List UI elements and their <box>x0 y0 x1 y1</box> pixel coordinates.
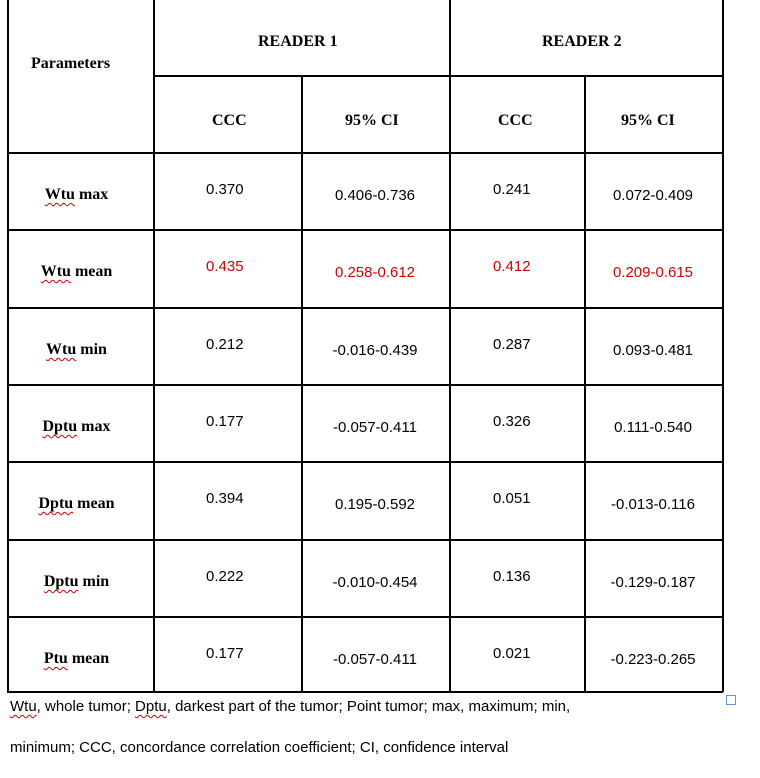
parameter-abbrev: Wtu <box>44 186 75 203</box>
reader2-ccc: 0.287 <box>493 336 531 353</box>
reader1-header: READER 1 <box>258 33 338 50</box>
parameter-stat: mean <box>71 650 110 667</box>
table-border-bottom <box>7 691 723 693</box>
table-selection-handle[interactable] <box>726 695 736 705</box>
parameter-abbrev: Dptu <box>43 573 79 590</box>
row-divider <box>7 616 723 618</box>
reader2-ci: 0.209-0.615 <box>612 264 694 281</box>
footnote-text: , whole tumor; <box>36 698 136 715</box>
reader1-ccc: 0.177 <box>206 413 244 430</box>
parameters-header: Parameters <box>31 55 111 72</box>
reader1-ci: -0.010-0.454 <box>332 574 418 591</box>
parameter-label <box>0 419 153 435</box>
parameter-stat: min <box>82 573 110 590</box>
reader1-ccc: 0.222 <box>206 568 244 585</box>
row-divider <box>7 229 723 231</box>
reader1-ci: 0.258-0.612 <box>334 264 416 281</box>
parameter-abbrev: Dptu <box>42 418 78 435</box>
parameter-stat: max <box>78 186 109 203</box>
parameter-label <box>0 574 153 590</box>
reader2-header: READER 2 <box>542 33 622 50</box>
footnote-text: , darkest part of the tumor; Point tumor; max, maximum; min, <box>166 698 571 715</box>
parameter-label <box>0 651 153 667</box>
parameter-abbrev: Dptu <box>38 495 74 512</box>
parameter-label <box>0 187 153 203</box>
ci-header-r1: 95% CI <box>345 112 399 129</box>
row-divider <box>7 539 723 541</box>
reader2-ccc: 0.241 <box>493 181 531 198</box>
reader2-ci: 0.111-0.540 <box>614 419 692 436</box>
parameter-stat: min <box>80 341 107 358</box>
parameter-abbrev: Wtu <box>46 341 77 358</box>
row-divider <box>7 461 723 463</box>
reader2-ci: 0.072-0.409 <box>612 187 694 204</box>
abbrev-dptu: Dptu <box>135 698 167 715</box>
reader2-ccc: 0.021 <box>493 645 531 662</box>
reader2-ci: 0.093-0.481 <box>612 342 694 359</box>
footnote-line-1 <box>10 699 570 714</box>
reader1-ccc: 0.212 <box>206 336 244 353</box>
table-border-col3 <box>449 0 451 692</box>
reader2-ccc: 0.136 <box>493 568 531 585</box>
table-border-col1 <box>153 0 155 692</box>
reader2-ci: -0.129-0.187 <box>610 574 696 591</box>
parameter-label <box>0 264 153 280</box>
footnote-line-2: minimum; CCC, concordance correlation coefficient; CI, confidence interval <box>10 739 509 756</box>
row-divider <box>7 384 723 386</box>
ccc-header-r2: CCC <box>498 112 533 129</box>
ci-header-r2: 95% CI <box>621 112 675 129</box>
abbrev-wtu: Wtu <box>10 698 37 715</box>
row-divider <box>7 307 723 309</box>
reader1-ccc: 0.394 <box>206 490 244 507</box>
reader2-ccc: 0.326 <box>493 413 531 430</box>
reader1-ccc: 0.370 <box>206 181 244 198</box>
table-border-right <box>722 0 724 692</box>
reader1-ci: 0.406-0.736 <box>334 187 416 204</box>
table-border-sub <box>153 75 723 77</box>
reader1-ci: -0.057-0.411 <box>333 419 417 436</box>
parameter-abbrev: Wtu <box>40 263 71 280</box>
row-divider <box>7 152 723 154</box>
reader1-ci: 0.195-0.592 <box>334 496 416 513</box>
parameter-stat: max <box>81 418 111 435</box>
reader1-ci: -0.057-0.411 <box>333 651 417 668</box>
parameter-label <box>0 496 153 512</box>
reader2-ci: -0.013-0.116 <box>611 496 695 513</box>
ccc-header-r1: CCC <box>212 112 247 129</box>
reader2-ccc: 0.051 <box>493 490 531 507</box>
reader1-ccc: 0.435 <box>206 258 244 275</box>
parameter-stat: mean <box>77 495 115 512</box>
reader2-ci: -0.223-0.265 <box>610 651 696 668</box>
parameter-label <box>0 342 153 358</box>
parameter-abbrev: Ptu <box>43 650 68 667</box>
reader1-ci: -0.016-0.439 <box>332 342 418 359</box>
reader1-ccc: 0.177 <box>206 645 244 662</box>
reader2-ccc: 0.412 <box>493 258 531 275</box>
parameter-stat: mean <box>74 263 113 280</box>
